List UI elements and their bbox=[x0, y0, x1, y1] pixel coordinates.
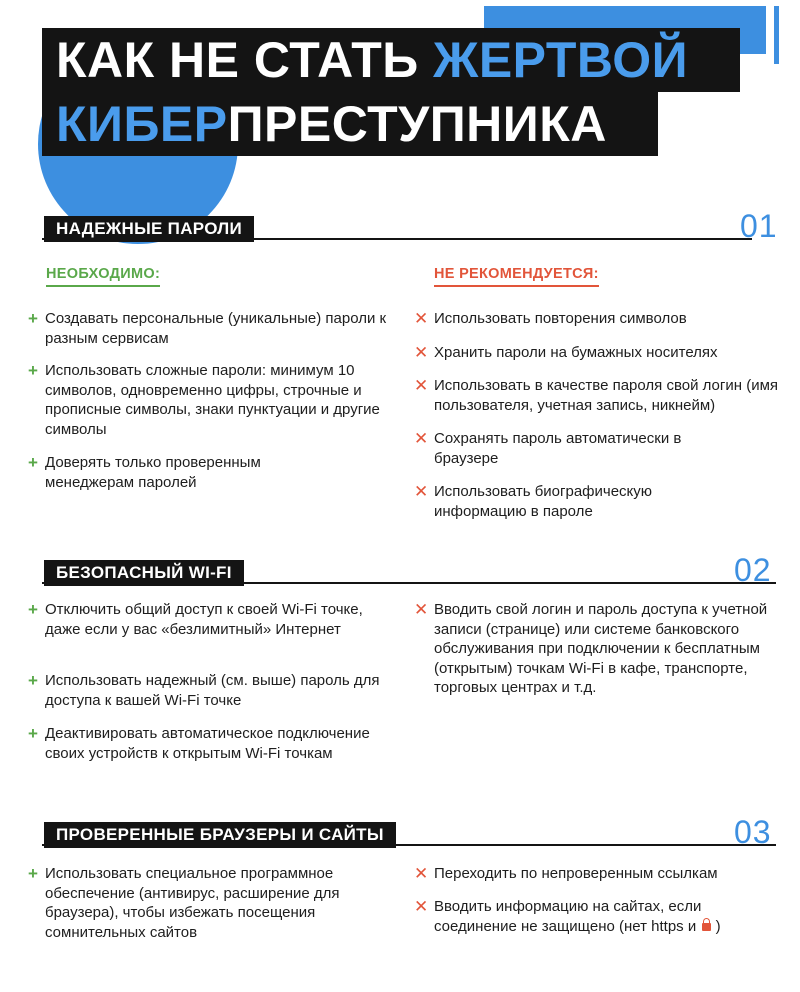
title-part-white: ПРЕСТУПНИКА bbox=[227, 96, 607, 152]
cross-icon: ✕ bbox=[414, 429, 429, 448]
cross-icon: ✕ bbox=[414, 600, 429, 619]
section-title: ПРОВЕРЕННЫЕ БРАУЗЕРЫ И САЙТЫ bbox=[44, 822, 396, 848]
list-item-good: + Использовать сложные пароли: минимум 10 символов, одновременно цифры, строчные и прописные символы, знаки пунктуации и другие символы bbox=[28, 361, 380, 438]
list-item-good: + Создавать персональные (уникальные) пароли к разным сервисам bbox=[28, 309, 387, 347]
cross-icon: ✕ bbox=[414, 482, 429, 501]
list-item-bad: ✕ Вводить свой логин и пароль доступа к учетной записи (странице) или системе банковского обслуживания при подключении к бесплатным (открытым) точкам Wi-Fi в кафе, транспорте, торговых центрах и т.д. bbox=[414, 600, 768, 696]
section-number: 02 bbox=[734, 552, 772, 588]
list-item-bad: ✕ Использовать повторения символов bbox=[414, 309, 687, 328]
list-item-bad: ✕ Хранить пароли на бумажных носителях bbox=[414, 343, 718, 362]
list-item-good: + Использовать надежный (см. выше) пароль для доступа к вашей Wi-Fi точке bbox=[28, 671, 380, 709]
list-item-good: + Отключить общий доступ к своей Wi-Fi точке, даже если у вас «безлимитный» Интернет bbox=[28, 600, 363, 638]
list-item-good: + Деактивировать автоматическое подключение своих устройств к открытым Wi-Fi точкам bbox=[28, 724, 370, 762]
section-title: НАДЕЖНЫЕ ПАРОЛИ bbox=[44, 216, 254, 242]
plus-icon: + bbox=[28, 361, 38, 380]
page-title-line2 bbox=[42, 92, 658, 156]
plus-icon: + bbox=[28, 453, 38, 472]
cross-icon: ✕ bbox=[414, 897, 429, 916]
subhead-not-recommended: НЕ РЕКОМЕНДУЕТСЯ: bbox=[434, 266, 599, 287]
cross-icon: ✕ bbox=[414, 343, 429, 362]
list-item-bad: ✕ Использовать в качестве пароля свой логин (имя пользователя, учетная запись, никнейм) bbox=[414, 376, 779, 414]
cross-icon: ✕ bbox=[414, 376, 429, 395]
title-part-blue: КИБЕР bbox=[56, 96, 228, 152]
list-item-bad: ✕ Переходить по непроверенным ссылкам bbox=[414, 864, 718, 883]
plus-icon: + bbox=[28, 724, 38, 743]
section-title: БЕЗОПАСНЫЙ WI-FI bbox=[44, 560, 244, 586]
list-item-bad: ✕ Использовать биографическую информацию в пароле bbox=[414, 482, 653, 520]
plus-icon: + bbox=[28, 309, 38, 328]
plus-icon: + bbox=[28, 671, 38, 690]
list-item-bad: ✕ Сохранять пароль автоматически в браузере bbox=[414, 429, 682, 467]
lock-icon bbox=[702, 923, 711, 931]
cross-icon: ✕ bbox=[414, 864, 429, 883]
list-item-bad: ✕ Вводить информацию на сайтах, если соединение не защищено (нет https и ) bbox=[414, 897, 721, 935]
section-number: 03 bbox=[734, 814, 772, 850]
plus-icon: + bbox=[28, 600, 38, 619]
list-item-good: + Доверять только проверенным менеджерам паролей bbox=[28, 453, 261, 491]
section-number: 01 bbox=[740, 208, 778, 244]
decor-blue-line bbox=[774, 6, 779, 64]
list-item-good: + Использовать специальное программное обеспечение (антивирус, расширение для браузера), чтобы избежать посещения сомнительных сайтов bbox=[28, 864, 340, 941]
title-part-white: КАК НЕ СТАТЬ bbox=[56, 32, 434, 88]
subhead-necessary: НЕОБХОДИМО: bbox=[46, 266, 160, 287]
page-title-line1 bbox=[42, 28, 740, 92]
title-part-blue: ЖЕРТВОЙ bbox=[433, 32, 689, 88]
cross-icon: ✕ bbox=[414, 309, 429, 328]
plus-icon: + bbox=[28, 864, 38, 883]
